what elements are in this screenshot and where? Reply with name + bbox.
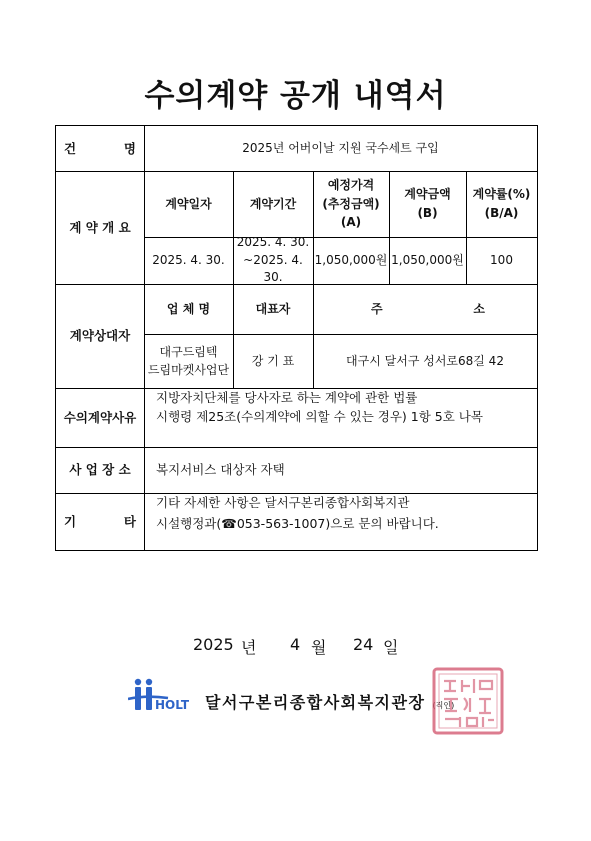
etc-line2: 시설행정과(☎053-563-1007)으로 문의 바랍니다.	[156, 515, 439, 531]
seal-note: (직인)	[432, 701, 455, 710]
header-estimated-price	[313, 171, 389, 237]
organization-name: 달서구본리종합사회복지관장	[205, 693, 426, 712]
issue-date	[0, 635, 591, 657]
header-contract-amount-line1: 계약금액	[404, 187, 451, 202]
site-value: 복지서비스 대상자 자택	[156, 462, 285, 478]
etc-label-char-2: 타	[123, 513, 136, 529]
header-contract-period: 계약기간	[249, 196, 297, 211]
subject-label-char-1: 건	[64, 140, 77, 156]
subject-label-char-2: 명	[123, 140, 136, 156]
site-label: 사 업 장 소	[69, 462, 131, 478]
date-day-unit: 일	[383, 638, 399, 657]
etc-value	[144, 493, 537, 550]
header-contract-amount	[389, 171, 466, 237]
header-estimated-price-line1: 예정가격	[327, 178, 375, 193]
header-contract-rate	[466, 171, 537, 237]
contract-rate-value: 100	[490, 253, 513, 268]
etc-line1: 기타 자세한 사항은 달서구본리종합사회복지관	[156, 495, 410, 510]
contract-period-end: ~2025. 4. 30.	[243, 252, 303, 285]
header-contract-rate-line1: 계약률(%)	[472, 187, 531, 202]
company-name-value	[144, 334, 233, 388]
contract-period-value	[233, 237, 313, 284]
header-representative: 대표자	[255, 301, 291, 316]
header-company-name: 업 체 명	[166, 301, 211, 316]
header-address-char-2: 소	[473, 301, 485, 316]
company-name-line1: 대구드림텍	[159, 345, 218, 359]
date-month-unit: 월	[311, 638, 327, 657]
etc-label	[56, 493, 144, 550]
reason-line2: 시행령 제25조(수의계약에 의할 수 있는 경우) 1항 5호 나목	[156, 409, 483, 425]
address-value: 대구시 달서구 성서로68길 42	[346, 353, 504, 368]
contract-amount-value: 1,050,000원	[391, 253, 464, 268]
date-month: 4	[290, 635, 301, 654]
reason-line1: 지방자치단체를 당사자로 하는 계약에 관한 법률	[156, 390, 418, 405]
subject-label	[56, 126, 144, 171]
reason-value	[144, 388, 537, 447]
holt-logo	[128, 677, 196, 713]
representative-value: 강 기 표	[251, 353, 295, 368]
date-year: 2025	[193, 635, 234, 654]
company-name-line2: 드림마켓사업단	[147, 363, 230, 377]
header-contract-date: 계약일자	[165, 196, 212, 211]
reason-label: 수의계약사유	[63, 409, 137, 425]
header-contract-amount-line2: (B)	[417, 206, 438, 220]
date-year-unit: 년	[241, 638, 257, 657]
contract-period-start: 2025. 4. 30.	[236, 235, 310, 250]
party-label: 계약상대자	[69, 328, 131, 344]
subject-value: 2025년 어버이날 지원 국수세트 구입	[242, 141, 439, 156]
contract-date-value: 2025. 4. 30.	[152, 253, 225, 268]
header-address-char-1: 주	[371, 301, 383, 316]
issuing-organization	[205, 690, 454, 713]
contract-table	[55, 125, 538, 551]
official-seal	[430, 665, 506, 737]
logo-text: HOLT	[155, 698, 190, 712]
header-address	[313, 284, 537, 334]
etc-label-char-1: 기	[64, 513, 77, 529]
header-estimated-price-line2: (추정금액)(A)	[322, 196, 380, 230]
header-contract-rate-line2: (B/A)	[484, 206, 519, 220]
estimated-price-value: 1,050,000원	[314, 253, 388, 268]
document-title: 수의계약 공개 내역서	[144, 78, 447, 114]
date-day: 24	[353, 635, 374, 654]
overview-label: 계 약 개 요	[69, 219, 131, 235]
